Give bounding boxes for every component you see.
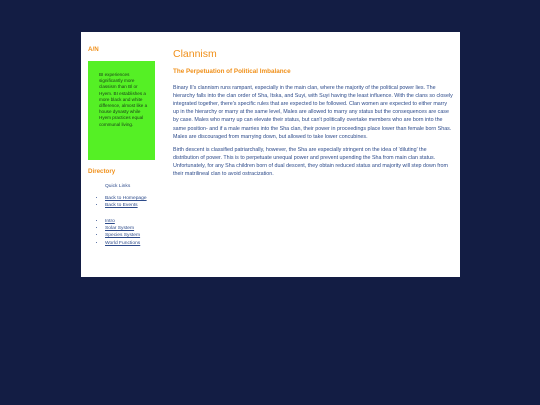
intro-link[interactable]: Intro bbox=[105, 219, 115, 225]
author-note-box: BI experiences significantly more classism than Bl or Hyem. BI establishes a more black and white difference, almost like a house dynasty while Hyem practices equal communal living. bbox=[88, 61, 155, 160]
back-to-homepage-link[interactable]: Back to Homepage bbox=[105, 196, 147, 201]
page-title: Clannism bbox=[173, 48, 217, 60]
species-system-link[interactable]: Species System bbox=[105, 233, 141, 239]
world-functions-link[interactable]: World Functions bbox=[105, 240, 141, 246]
back-links-list bbox=[88, 195, 158, 209]
page-subtitle: The Perpetuation of Political Imbalance bbox=[173, 68, 291, 75]
list-item bbox=[105, 218, 158, 225]
an-heading: A/N bbox=[88, 46, 99, 53]
solar-system-link[interactable]: Solar System bbox=[105, 226, 135, 232]
content-panel bbox=[81, 32, 460, 277]
nav-links-list bbox=[88, 218, 158, 246]
sidebar bbox=[88, 46, 158, 247]
list-item bbox=[105, 240, 158, 247]
list-item bbox=[105, 195, 158, 202]
main-content bbox=[173, 48, 453, 178]
list-item bbox=[105, 202, 158, 209]
directory-heading: Directory bbox=[88, 168, 116, 175]
list-item bbox=[105, 232, 158, 239]
quick-links-label: Quick Links bbox=[105, 184, 131, 189]
paragraph: Birth descent is classified patriarchally, however, the Sha are especially stringent on the idea of 'diluting' the distribution of power. This is to perpetuate unequal power and prevent upending the Sha from main clan status. Unfortunately, for any Sha children born of dual descent, they obtain reduced status and majority will step down from their matrilineal clan to avoid ostracization. bbox=[173, 146, 448, 178]
back-to-events-link[interactable]: Back to Events bbox=[105, 203, 138, 209]
list-item bbox=[105, 225, 158, 232]
paragraph: Binary II's clannism runs rampant, especially in the main clan, where the majority of the political power lies. The hierarchy falls into the clan order of Sha, Itska, and Suyi, with Suyi having the least influence. With the clans so closely integrated together, there's specific rules that are expected to be followed. Clan women are expected to either marry up in the hierarchy or marry at the same level, Males are allowed to marry any status but the consequences are case by case. Males who marry up can elevate their status, but can't politically overtake members who are born into the same position- and if a male marries into the Sha clan, their power in proceedings place lower than female born Shas. Males are discouraged from marrying down, but allowed to take lower concubines. bbox=[173, 85, 453, 140]
